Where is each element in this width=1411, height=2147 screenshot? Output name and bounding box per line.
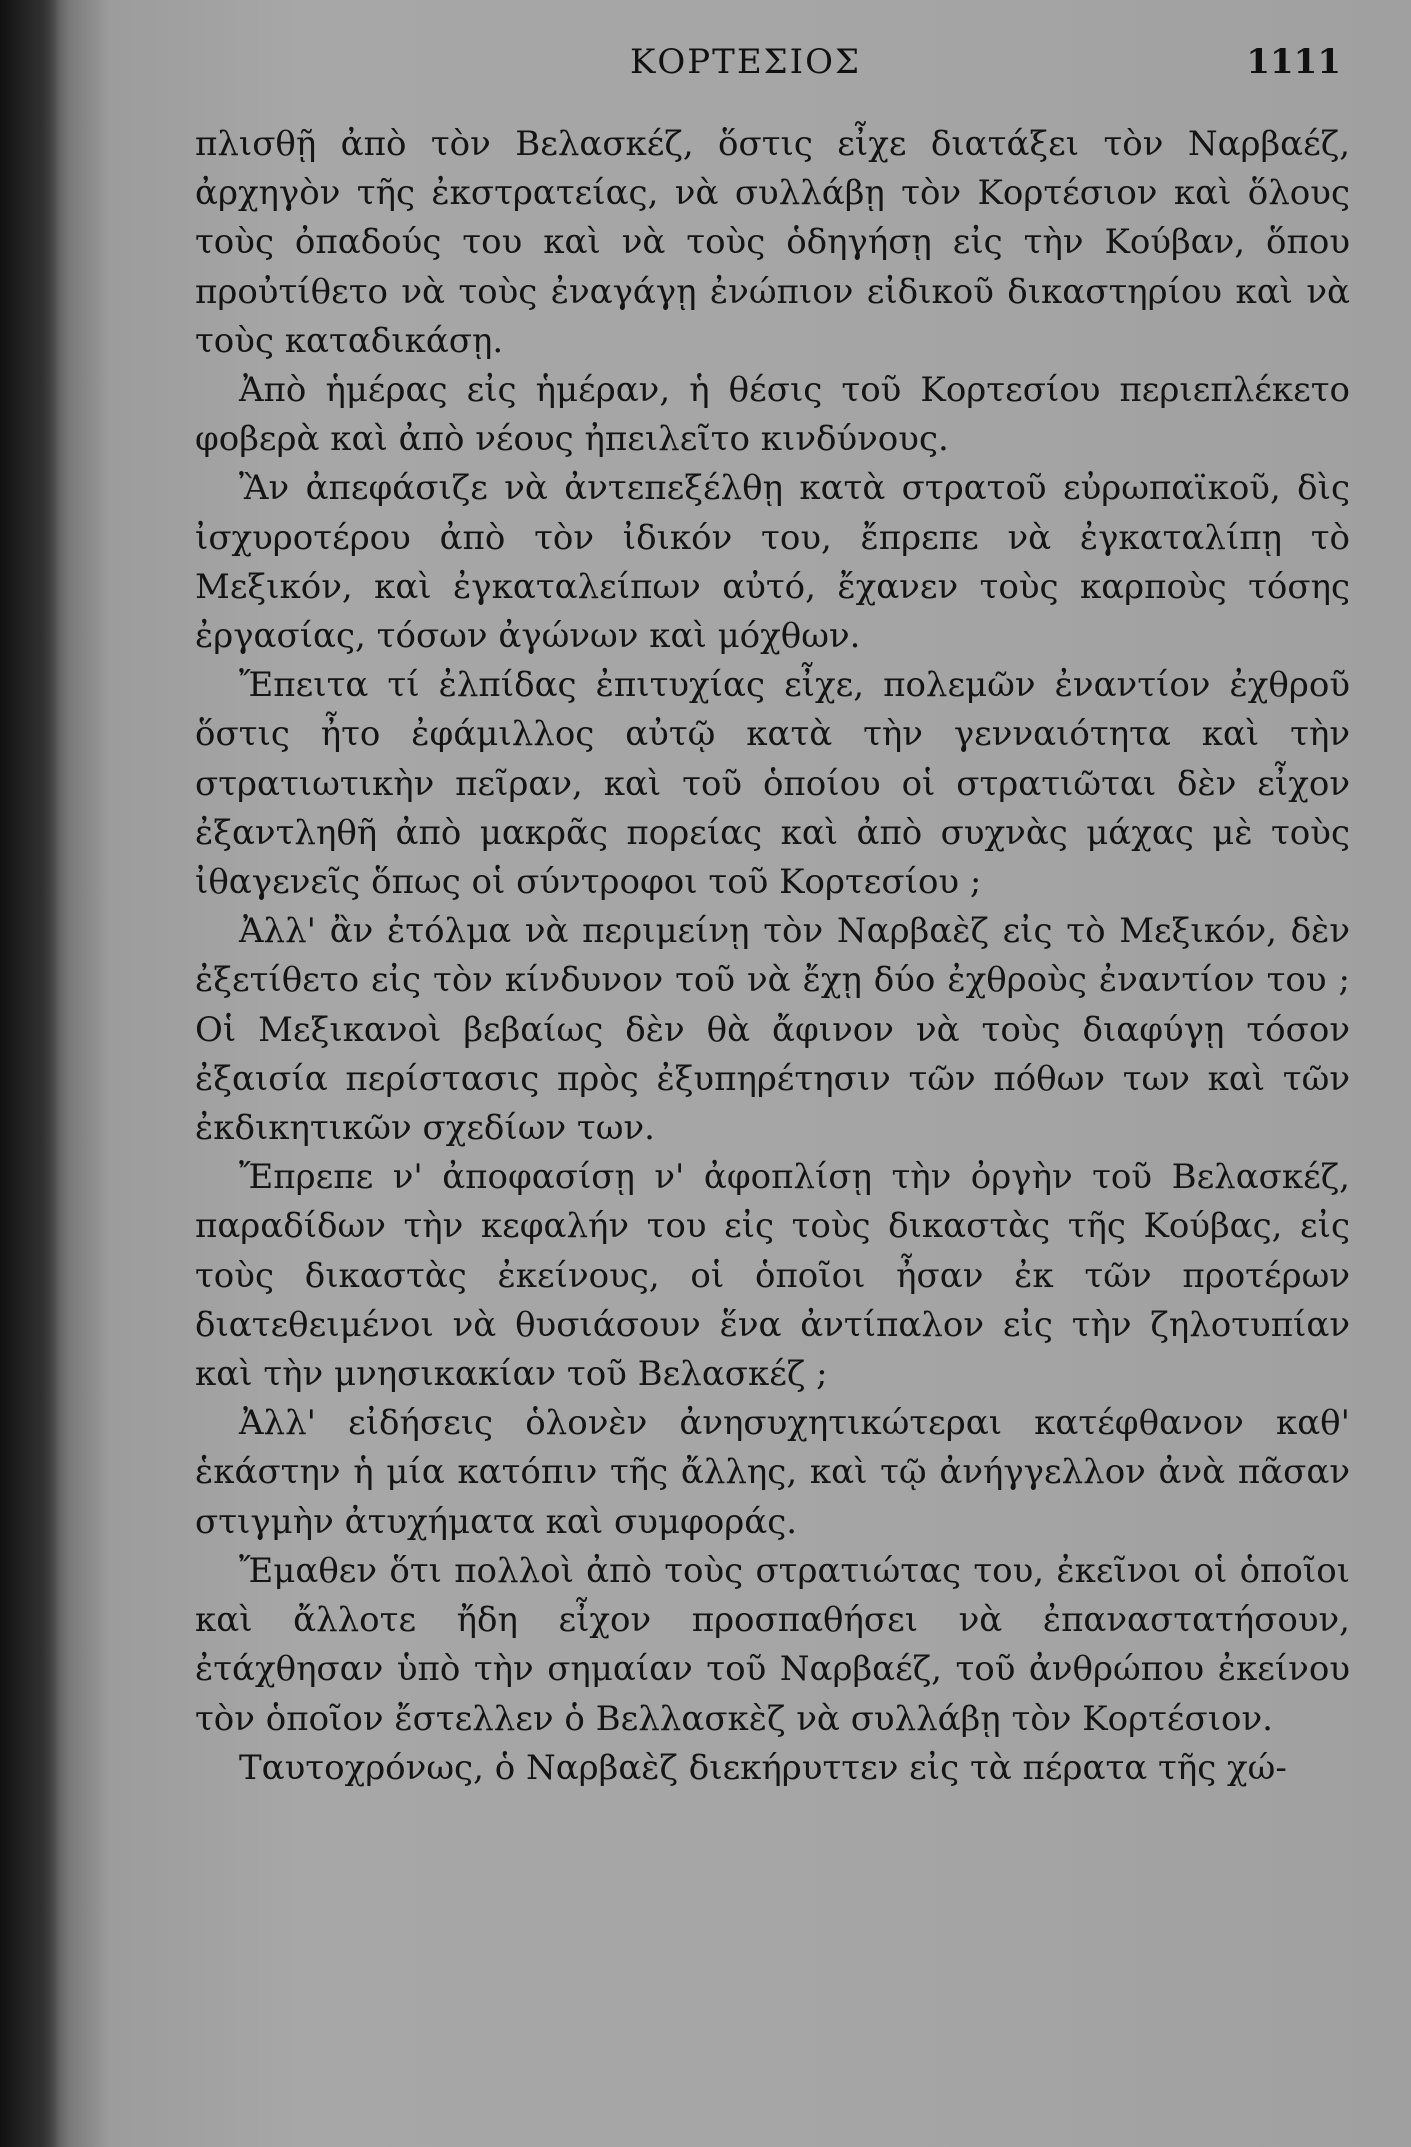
book-gutter-shadow [0,0,60,2147]
running-title: ΚΟΡΤΕΣΙΟΣ [629,42,862,82]
paragraph: Ἀπὸ ἡμέρας εἰς ἡμέραν, ἡ θέσις τοῦ Κορτεσίου περιεπλέκετο φοβερὰ καὶ ἀπὸ νέους ἠπειλεῖτο κινδύνους. [195,370,1350,460]
body-text [195,120,1350,1793]
paragraph: Ἔπειτα τί ἐλπίδας ἐπιτυχίας εἶχε, πολεμῶν ἐναντίον ἐχθροῦ ὅστις ἦτο ἐφάμιλλος αὐτῷ κατὰ τὴν γενναιότητα καὶ τὴν στρατιωτικὴν πεῖραν, καὶ τοῦ ὁποίου οἱ στρατιῶται δὲν εἶχον ἐξαντληθῆ ἀπὸ μακρᾶς πορείας καὶ ἀπὸ συχνὰς μάχας μὲ τοὺς ἰθαγενεῖς ὅπως οἱ σύντροφοι τοῦ Κορτεσίου ; [195,665,1350,903]
page-number: 1111 [1246,42,1341,82]
paragraph: Ἔμαθεν ὅτι πολλοὶ ἀπὸ τοὺς στρατιώτας του, ἐκεῖνοι οἱ ὁποῖοι καὶ ἄλλοτε ἤδη εἶχον προσπαθήσει νὰ ἐπαναστατήσουν, ἐτάχθησαν ὑπὸ τὴν σημαίαν τοῦ Ναρβαέζ, τοῦ ἀνθρώπου ἐκείνου τὸν ὁποῖον ἔστελλεν ὁ Βελλασκὲζ νὰ συλλάβῃ τὸν Κορτέσιον. [195,1550,1350,1739]
paragraph: Ἀλλ' εἰδήσεις ὁλονὲν ἀνησυχητικώτεραι κατέφθανον καθ' ἑκάστην ἡ μία κατόπιν τῆς ἄλλης, καὶ τῷ ἀνήγγελλον ἀνὰ πᾶσαν στιγμὴν ἀτυχήματα καὶ συμφοράς. [195,1403,1350,1542]
paragraph: Ἂν ἀπεφάσιζε νὰ ἀντεπεξέλθῃ κατὰ στρατοῦ εὐρωπαϊκοῦ, δὶς ἰσχυροτέρου ἀπὸ τὸν ἰδικόν του, ἔπρεπε νὰ ἐγκαταλίπῃ τὸ Μεξικόν, καὶ ἐγκαταλείπων αὐτό, ἔχανεν τοὺς καρποὺς τόσης ἐργασίας, τόσων ἀγώνων καὶ μόχθων. [195,468,1350,657]
paragraph: Ταυτοχρόνως, ὁ Ναρβαὲζ διεκήρυττεν εἰς τὰ πέρατα τῆς χώ- [239,1747,1287,1788]
paragraph: Ἔπρεπε ν' ἀποφασίσῃ ν' ἀφοπλίσῃ τὴν ὀργὴν τοῦ Βελασκέζ, παραδίδων τὴν κεφαλήν του εἰς τοὺς δικαστὰς τῆς Κούβας, εἰς τοὺς δικαστὰς ἐκείνους, οἱ ὁποῖοι ἦσαν ἐκ τῶν προτέρων διατεθειμένοι νὰ θυσιάσουν ἕνα ἀντίπαλον εἰς τὴν ζηλοτυπίαν καὶ τὴν μνησικακίαν τοῦ Βελασκέζ ; [195,1157,1350,1395]
page-header [150,42,1341,92]
paragraph: πλισθῇ ἀπὸ τὸν Βελασκέζ, ὅστις εἶχε διατάξει τὸν Ναρβαέζ, ἀρχηγὸν τῆς ἐκστρατείας, νὰ συλλάβῃ τὸν Κορτέσιον καὶ ὅλους τοὺς ὀπαδούς του καὶ νὰ τοὺς ὁδηγήσῃ εἰς τὴν Κούβαν, ὅπου προὐτίθετο νὰ τοὺς ἐναγάγῃ ἐνώπιον εἰδικοῦ δικαστηρίου καὶ νὰ τοὺς καταδικάσῃ. [195,124,1350,361]
paragraph: Ἀλλ' ἂν ἐτόλμα νὰ περιμείνῃ τὸν Ναρβαὲζ εἰς τὸ Μεξικόν, δὲν ἐξετίθετο εἰς τὸν κίνδυνον τοῦ νὰ ἔχῃ δύο ἐχθροὺς ἐναντίον του ; Οἱ Μεξικανοὶ βεβαίως δὲν θὰ ἄφινον νὰ τοὺς διαφύγῃ τόσον ἐξαισία περίστασις πρὸς ἐξυπηρέτησιν τῶν πόθων των καὶ τῶν ἐκδικητικῶν σχεδίων των. [195,911,1350,1149]
